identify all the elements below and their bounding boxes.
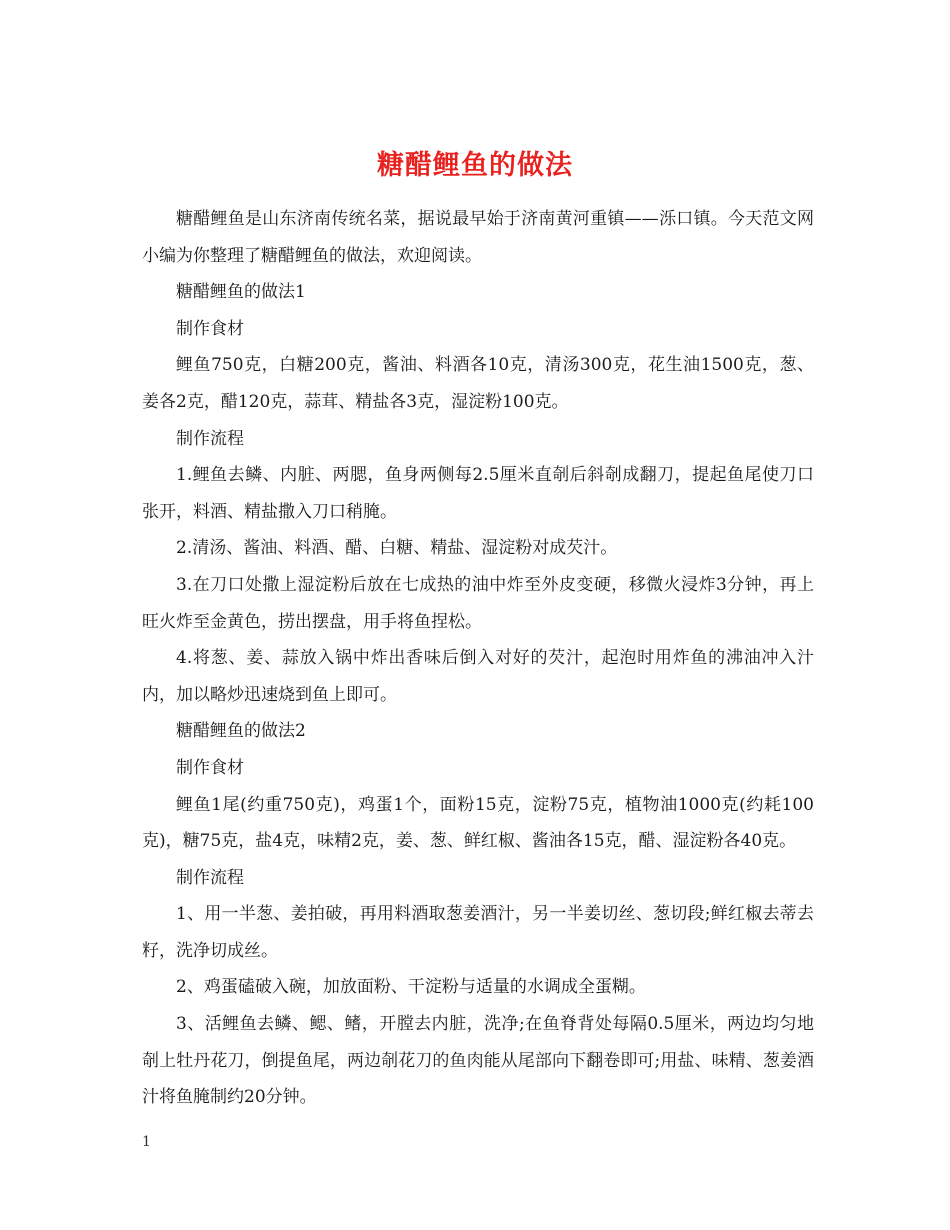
step-paragraph: 2、鸡蛋磕破入碗，加放面粉、干淀粉与适量的水调成全蛋糊。 [176, 977, 646, 998]
ingredients-paragraph-2: 鲤鱼1尾(约重750克)，鸡蛋1个，面粉15克，淀粉75克，植物油1000克(约耗100克)，糖75克，盐4克，味精2克，姜、葱、鲜红椒、酱油各15克，醋、湿淀粉各40克。 [142, 794, 814, 852]
step-paragraph: 1.鲤鱼去鳞、内脏、两腮，鱼身两侧每2.5厘米直剞后斜剞成翻刀，提起鱼尾使刀口张开，料酒、精盐撒入刀口稍腌。 [142, 465, 814, 522]
subheading-process-1: 制作流程 [176, 428, 244, 449]
step-paragraph: 4.将葱、姜、蒜放入锅中炸出香味后倒入对好的芡汁，起泡时用炸鱼的沸油冲入汁内，加以略炒迅速烧到鱼上即可。 [142, 648, 814, 705]
page-number: 1 [142, 1134, 151, 1150]
section-heading-method-1: 糖醋鲤鱼的做法1 [176, 282, 306, 303]
subheading-ingredients-2: 制作食材 [176, 757, 244, 778]
step-paragraph: 3.在刀口处撒上湿淀粉后放在七成热的油中炸至外皮变硬，移微火浸炸3分钟，再上旺火炸至金黄色，捞出摆盘，用手将鱼捏松。 [142, 574, 814, 632]
document-body [142, 201, 814, 1116]
intro-paragraph: 糖醋鲤鱼是山东济南传统名菜，据说最早始于济南黄河重镇——泺口镇。今天范文网小编为你整理了糖醋鲤鱼的做法，欢迎阅读。 [142, 209, 814, 266]
step-paragraph: 2.清汤、酱油、料酒、醋、白糖、精盐、湿淀粉对成芡汁。 [176, 538, 618, 559]
page-title: 糖醋鲤鱼的做法 [377, 150, 573, 182]
section-heading-method-2: 糖醋鲤鱼的做法2 [176, 721, 306, 742]
step-paragraph: 3、活鲤鱼去鳞、鳃、鳍，开膛去内脏，洗净;在鱼脊背处每隔0.5厘米，两边均匀地剞上牡丹花刀，倒提鱼尾，两边剞花刀的鱼肉能从尾部向下翻卷即可;用盐、味精、葱姜酒汁将鱼腌制约20分钟。 [142, 1014, 814, 1108]
subheading-ingredients-1: 制作食材 [176, 318, 244, 339]
subheading-process-2: 制作流程 [176, 867, 244, 888]
ingredients-paragraph-1: 鲤鱼750克，白糖200克，酱油、料酒各10克，清汤300克，花生油1500克，葱、姜各2克，醋120克，蒜茸、精盐各3克，湿淀粉100克。 [142, 355, 814, 412]
step-paragraph: 1、用一半葱、姜拍破，再用料酒取葱姜酒汁，另一半姜切丝、葱切段;鲜红椒去蒂去籽，洗净切成丝。 [142, 904, 814, 961]
